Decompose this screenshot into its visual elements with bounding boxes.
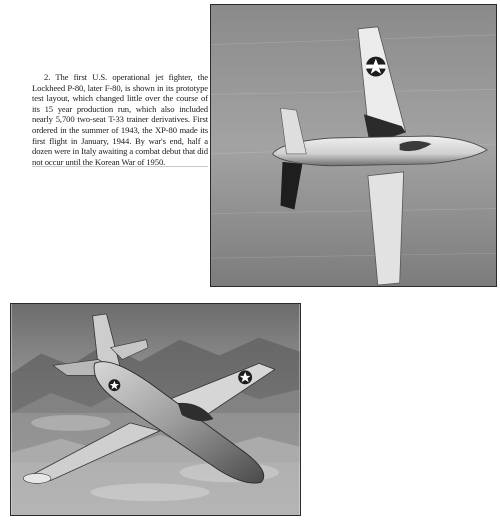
caption-divider [32, 166, 208, 167]
aircraft-flight-image [11, 304, 300, 515]
photo-top-aircraft-overhead [210, 4, 497, 287]
photo-caption: 2. The first U.S. operational jet fighter, the Lockheed P-80, later F-80, is shown in its prototype test layout, which changed little over the course of its 15 year production run, which also included nearly 5,700 two-seat T-33 trainer derivatives. First ordered in the summer of 1943, the XP-80 made its first flight in January, 1944. By war's end, half a dozen were in Italy awaiting a combat debut that did not occur until the Korean War of 1950. [32, 72, 208, 167]
aircraft-overhead-image [211, 5, 496, 286]
photo-bottom-aircraft-in-flight [10, 303, 301, 516]
